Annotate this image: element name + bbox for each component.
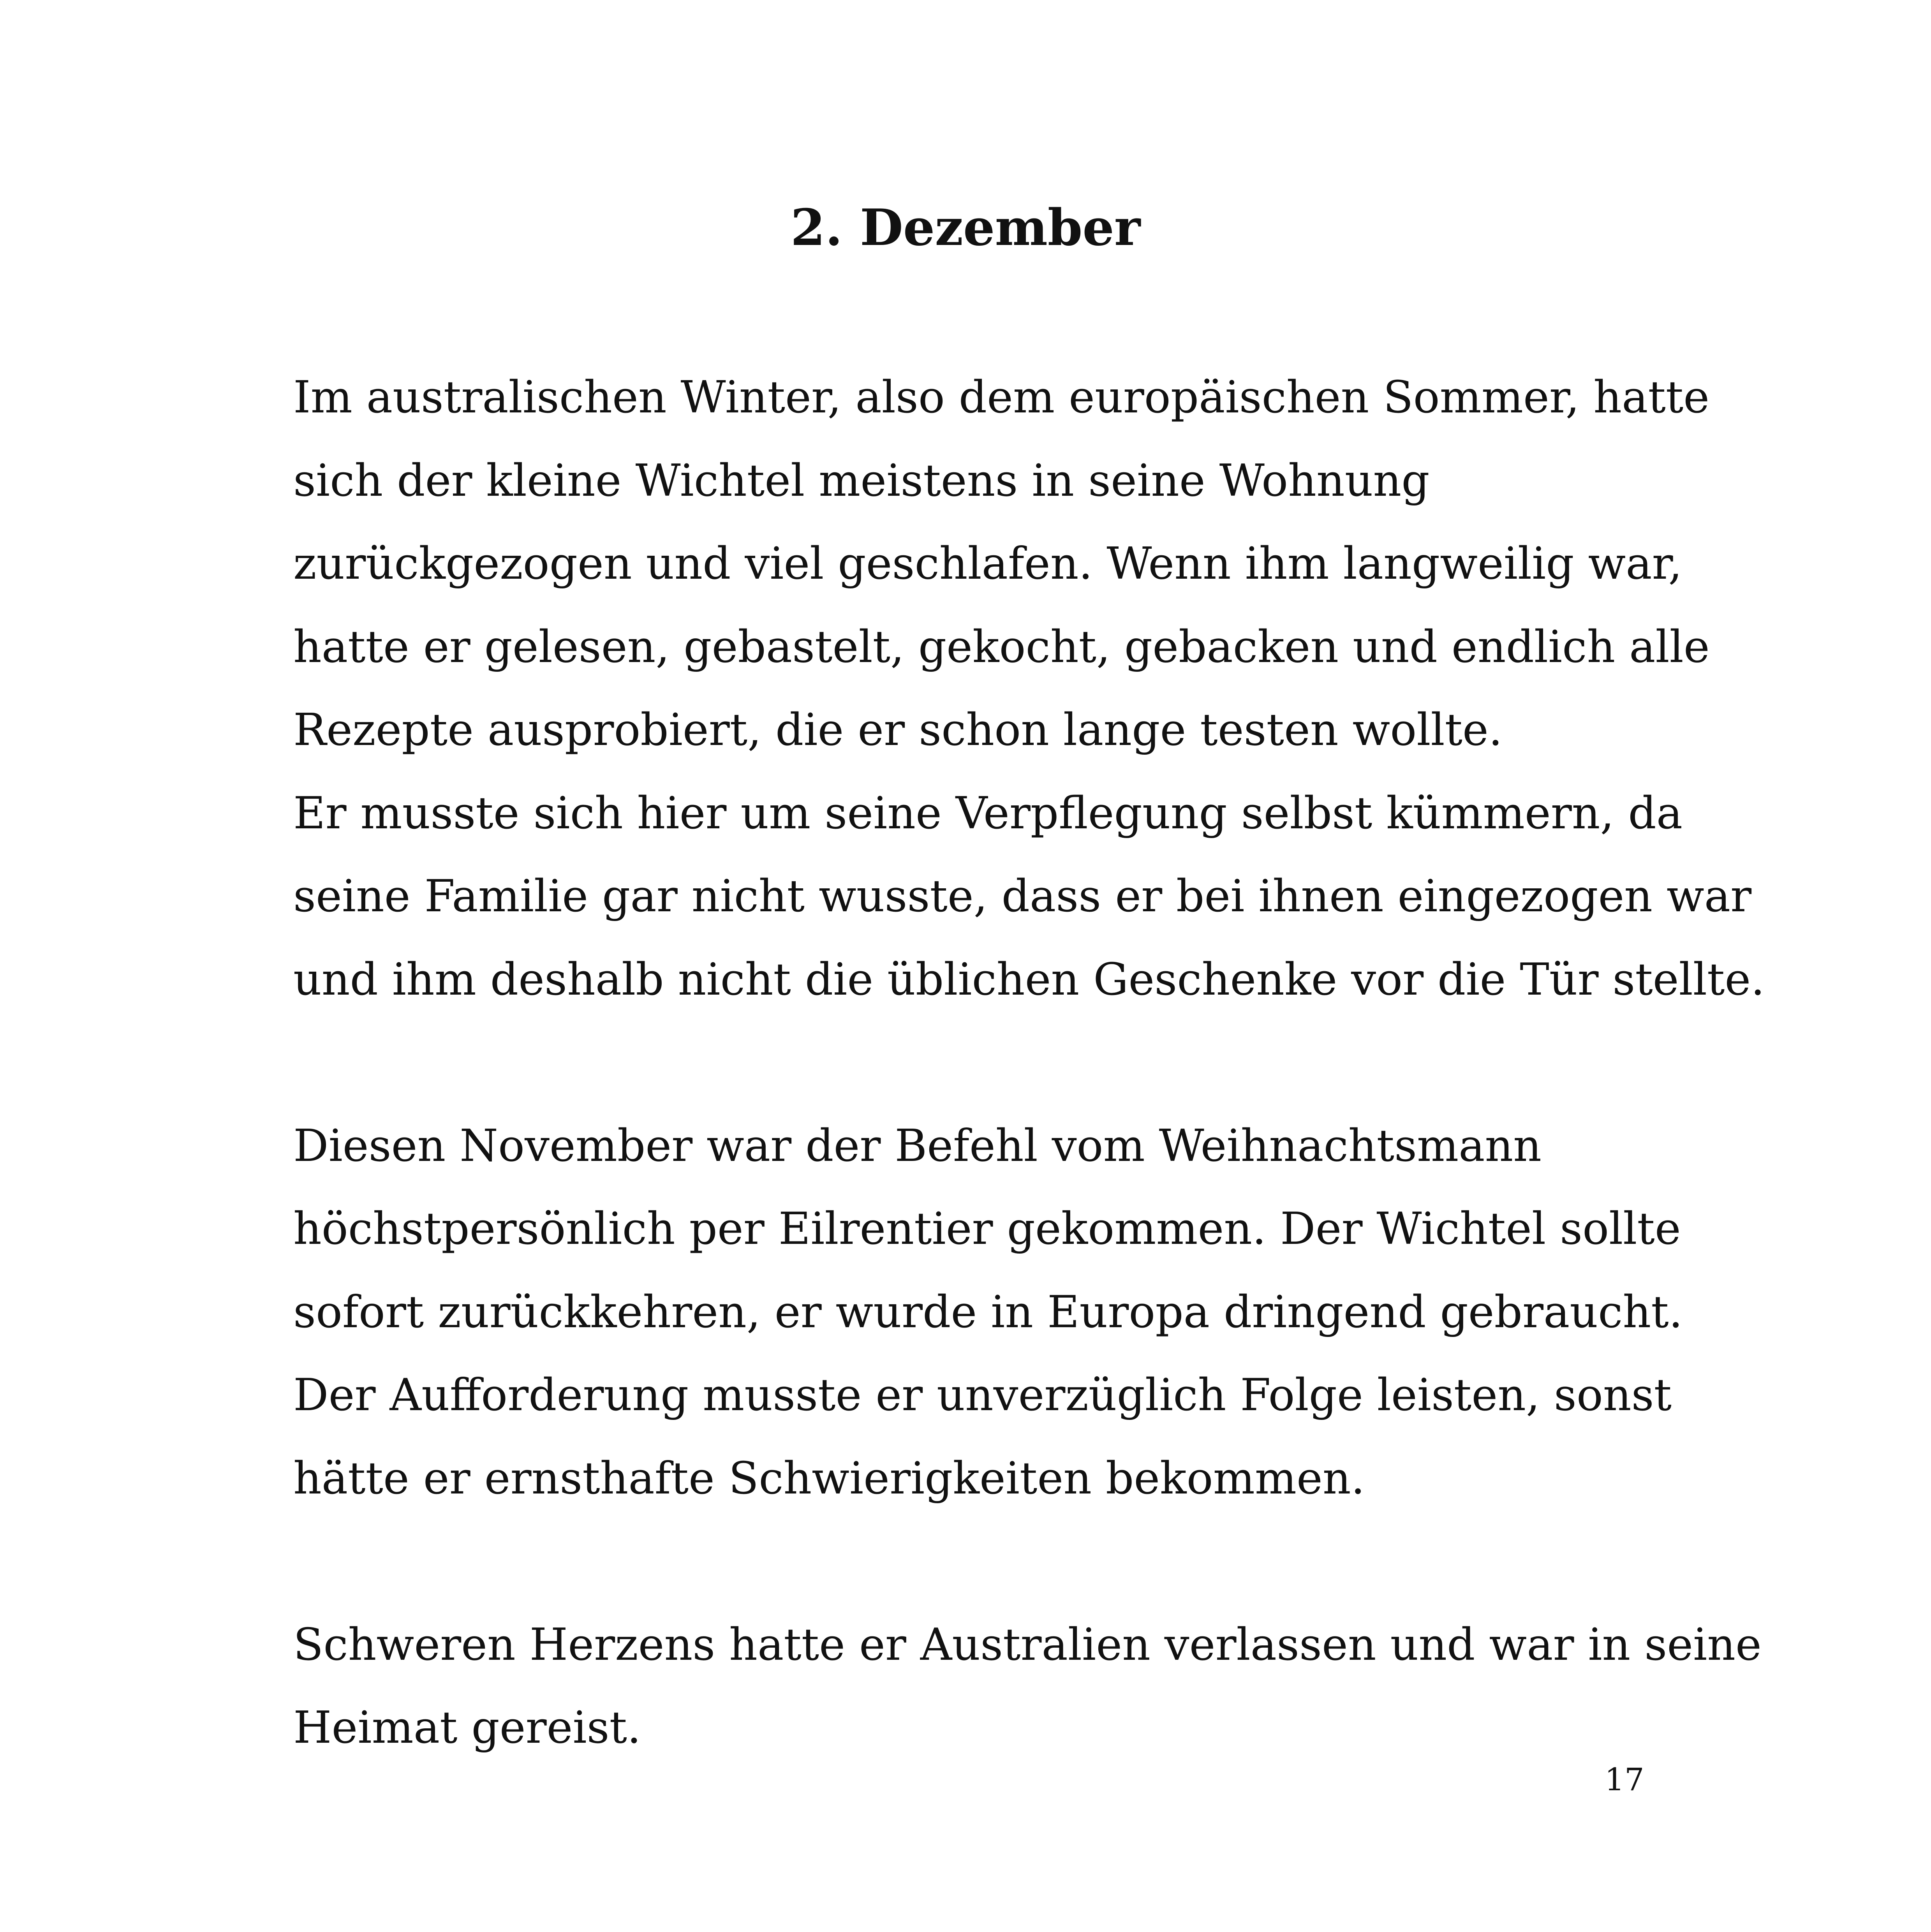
text-line: Schweren Herzens hatte er Australien verlassen und war in seine xyxy=(293,1619,1762,1670)
text-line: Der Aufforderung musste er unverzüglich Folge leisten, sonst xyxy=(293,1369,1672,1421)
text-line: Er musste sich hier um seine Verpflegung selbst kümmern, da xyxy=(293,787,1683,839)
text-line: und ihm deshalb nicht die üblichen Geschenke vor die Tür stellte. xyxy=(293,953,1765,1005)
chapter-heading: 2. Dezember xyxy=(790,199,1141,257)
paragraph-spacer xyxy=(293,1520,1812,1603)
text-line: Diesen November war der Befehl vom Weihnachtsmann xyxy=(293,1120,1542,1171)
text-line: Rezepte ausprobiert, die er schon lange testen wollte. xyxy=(293,704,1503,756)
text-line: Heimat gereist. xyxy=(293,1702,641,1753)
text-line: höchstpersönlich per Eilrentier gekommen. Der Wichtel sollte xyxy=(293,1203,1681,1254)
paragraph-spacer xyxy=(293,1021,1812,1104)
text-line: hätte er ernsthafte Schwierigkeiten bekommen. xyxy=(293,1452,1365,1504)
text-line: sofort zurückkehren, er wurde in Europa dringend gebraucht. xyxy=(293,1286,1683,1338)
page-number: 17 xyxy=(1605,1761,1644,1798)
text-line: Im australischen Winter, also dem europäischen Sommer, hatte xyxy=(293,372,1710,423)
body-text xyxy=(293,356,1812,1770)
paragraph-2 xyxy=(293,1104,1812,1520)
text-line: hatte er gelesen, gebastelt, gekocht, gebacken und endlich alle xyxy=(293,621,1710,673)
text-line: sich der kleine Wichtel meistens in seine Wohnung xyxy=(293,454,1430,506)
text-line: seine Familie gar nicht wusste, dass er bei ihnen eingezogen war xyxy=(293,870,1752,922)
paragraph-1 xyxy=(293,356,1812,1021)
text-line: zurückgezogen und viel geschlafen. Wenn ihm langweilig war, xyxy=(293,538,1683,589)
paragraph-3 xyxy=(293,1603,1812,1770)
